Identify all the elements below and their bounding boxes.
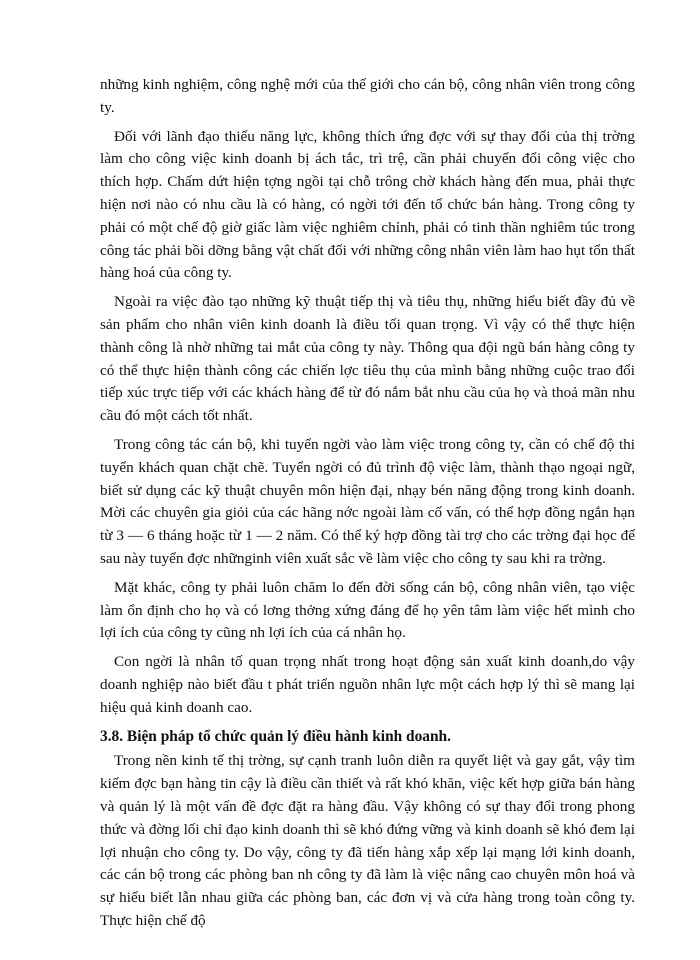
paragraph-4: Trong công tác cán bộ, khi tuyển ngời vào làm việc trong công ty, cần có chế độ thi tuyển khách quan chặt chẽ. Tuyển ngời có đủ trình độ việc làm, thành thạo ngoại ngữ, biết sử dụng các kỹ thuật chuyên môn hiện đại, nhạy bén năng động trong kinh doanh. Mời các chuyên gia giỏi của các hãng nớc ngoài làm cố vấn, có thể hợp đồng ngắn hạn từ 3 — 6 tháng hoặc từ 1 — 2 năm. Có thể ký hợp đồng tài trợ cho các trờng đại học để sau này tuyển đợc nhữnginh viên xuất sắc về làm việc cho công ty sau khi ra trờng. <box>100 435 635 567</box>
section-heading: 3.8. Biện pháp tổ chức quản lý điều hành kinh doanh. <box>100 727 451 745</box>
paragraph-6: Con ngời là nhân tố quan trọng nhất trong hoạt động sản xuất kinh doanh,do vậy doanh nghiệp nào biết đầu t phát triển nguồn nhân lực một cách hợp lý thì sẽ mang lại hiệu quả kinh doanh cao. <box>100 653 635 716</box>
paragraph-5: Mặt khác, công ty phải luôn chăm lo đến đời sống cán bộ, công nhân viên, tạo việc làm ổn định cho họ và có lơng thởng xứng đáng để họ yên tâm làm việc hết mình cho lợi ích của công ty cũng nh lợi ích của cá nhân họ. <box>100 578 635 642</box>
section-paragraph: Trong nền kinh tế thị trờng, sự cạnh tranh luôn diễn ra quyết liệt và gay gắt, vậy tìm kiếm đợc bạn hàng tin cậy là điều cần thiết và rất khó khăn, việc kết hợp giữa bán hàng và quản lý là một vấn đề đợc đặt ra hàng đầu. Vậy không có sự thay đổi trong phong thức và đờng lối chỉ đạo kinh doanh thì sẽ khó đứng vững và kinh doanh sẽ khó đem lại lợi nhuận cho công ty. Do vậy, công ty đã tiến hàng xắp xếp lại mạng lới kinh doanh, các cán bộ trong các phòng ban nh công ty đã làm là việc nâng cao chuyên môn hoá và sự hiểu biết lẫn nhau giữa các phòng ban, các đơn vị và cửa hàng trong toàn công ty. Thực hiện chế độ <box>100 752 635 929</box>
paragraph-2: Đối với lãnh đạo thiếu năng lực, không thích ứng đợc với sự thay đổi của thị trờng làm cho công việc kinh doanh bị ách tắc, trì trệ, cần phải chuyển đổi công việc cho thích hợp. Chấm dứt hiện tợng ngồi tại chỗ trông chờ khách hàng đến mua, phải thực hiện nơi nào có nhu cầu là có hàng, có ngời tới đến tổ chức bán hàng. Trong công ty phải có một chế độ giờ giấc làm việc nghiêm chỉnh, phải có tinh thần nghiêm túc trong công tác phải bồi dỡng bằng vật chất đối với những công nhân viên làm hao hụt tổn thất hàng hoá của công ty. <box>100 127 635 282</box>
document-page <box>100 74 635 939</box>
paragraph-1: những kinh nghiệm, công nghệ mới của thế giới cho cán bộ, công nhân viên trong công ty. <box>100 76 635 116</box>
paragraph-3: Ngoài ra việc đào tạo những kỹ thuật tiếp thị và tiêu thụ, những hiểu biết đầy đủ về sản phẩm cho nhân viên kinh doanh là điều tối quan trọng. Vì vậy có thể thực hiện thành công là nhờ những tai mắt của công ty này. Thông qua đội ngũ bán hàng công ty có thể thực hiện thành công các chiến lợc tiêu thụ của mình bằng những cuộc trao đổi tiếp xúc trực tiếp với các khách hàng để từ đó nắm bắt nhu cầu của họ và thoả mãn nhu cầu đó một cách tốt nhất. <box>100 293 635 425</box>
